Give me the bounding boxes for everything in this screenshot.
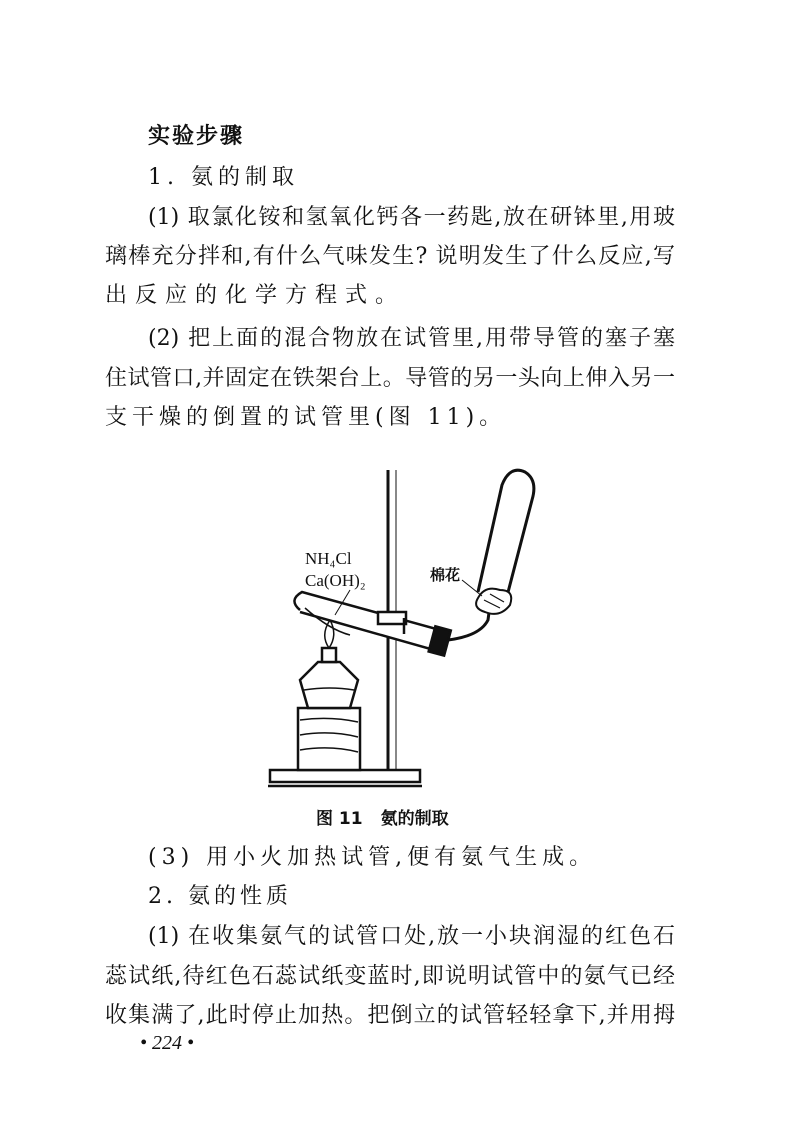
section-heading: 实验步骤	[148, 124, 245, 149]
label-nh4cl: NH₄Cl	[305, 549, 352, 568]
paragraph-line: (1) 在收集氨气的试管口处,放一小块润湿的红色石	[148, 924, 675, 949]
paragraph-line: 住试管口,并固定在铁架台上。导管的另一头向上伸入另一	[105, 366, 675, 391]
label-cotton: 棉花	[430, 566, 461, 584]
paragraph-line: (2) 把上面的混合物放在试管里,用带导管的塞子塞	[148, 326, 675, 351]
ammonia-apparatus-figure	[0, 440, 800, 800]
paragraph-line: 支干燥的倒置的试管里(图 11)。	[105, 405, 507, 430]
paragraph-line: 出反应的化学方程式。	[105, 283, 406, 308]
paragraph-line: (1) 取氯化铵和氢氧化钙各一药匙,放在研钵里,用玻	[148, 205, 675, 230]
paragraph-line: 收集满了,此时停止加热。把倒立的试管轻轻拿下,并用拇	[105, 1003, 675, 1028]
part2-title: 2. 氨的性质	[148, 884, 292, 909]
figure-number: 图 11	[316, 809, 363, 829]
collecting-test-tube	[478, 470, 534, 600]
paragraph-line: 璃棒充分拌和,有什么气味发生? 说明发生了什么反应,写	[105, 244, 675, 269]
clamp	[378, 612, 406, 624]
figure-title: 氨的制取	[380, 809, 449, 829]
stand-base	[270, 770, 420, 782]
part1-title: 1. 氨的制取	[148, 165, 299, 190]
alcohol-lamp	[300, 662, 358, 708]
cotton-plug	[476, 589, 511, 614]
reaction-test-tube	[294, 592, 440, 650]
figure-caption	[316, 804, 467, 829]
wooden-block	[298, 708, 360, 770]
page-number: • 224 •	[140, 1032, 195, 1054]
paragraph-line: 蕊试纸,待红色石蕊试纸变蓝时,即说明试管中的氨气已经	[105, 964, 675, 989]
paragraph-line: (3) 用小火加热试管,便有氨气生成。	[148, 845, 597, 870]
label-caoh2: Ca(OH)₂	[305, 571, 366, 590]
